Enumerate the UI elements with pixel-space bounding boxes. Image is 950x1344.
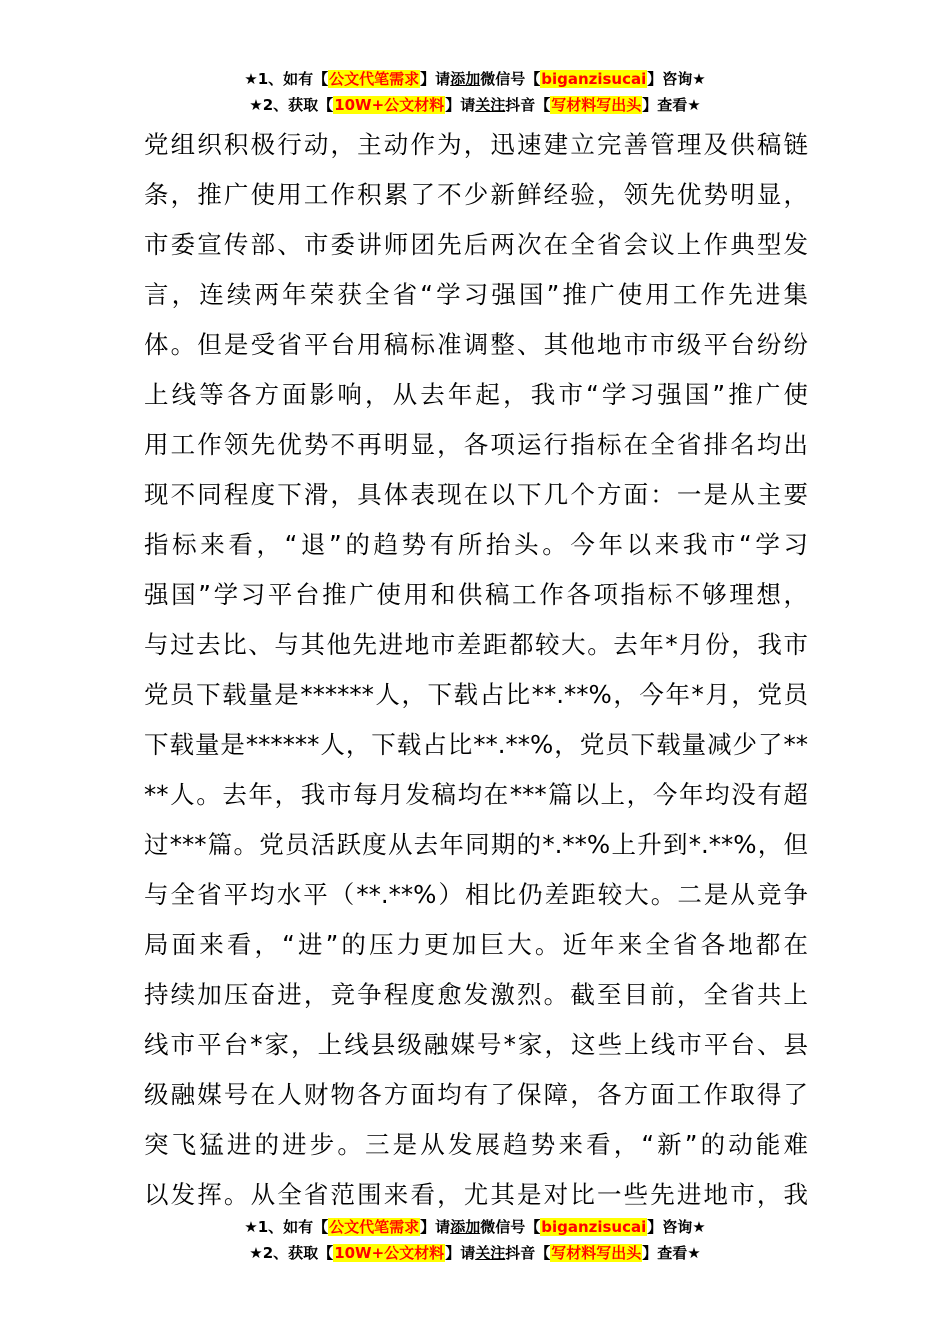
body-line: 持续加压奋进，竞争程度愈发激烈。截至目前，全省共上 (144, 980, 808, 1009)
banner-text: ★2、获取【 (249, 1244, 334, 1262)
body-line: 党员下载量是******人，下载占比**.**%，今年*月，党员 (144, 680, 808, 709)
banner-highlight: biganzisucai (541, 70, 647, 88)
body-line: 强国”学习平台推广使用和供稿工作各项指标不够理想， (144, 580, 808, 609)
banner-text: ★1、如有【 (244, 1218, 329, 1236)
body-line: 以发挥。从全省范围来看，尤其是对比一些先进地市，我 (144, 1180, 808, 1209)
banner-text: 抖音【 (505, 1244, 551, 1262)
banner-highlight: 写材料写出头 (551, 1244, 642, 1262)
banner-highlight: 10W+公文材料 (334, 1244, 445, 1262)
body-line: **人。去年，我市每月发稿均在***篇以上，今年均没有超 (144, 780, 808, 809)
body-line: 与全省平均水平（**.**%）相比仍差距较大。二是从竞争 (144, 880, 808, 909)
banner-text: 微信号【 (480, 1218, 541, 1236)
body-line: 线市平台*家，上线县级融媒号*家，这些上线市平台、县 (144, 1030, 808, 1059)
body-line: 现不同程度下滑，具体表现在以下几个方面：一是从主要 (144, 480, 808, 509)
body-line: 上线等各方面影响，从去年起，我市“学习强国”推广使 (144, 380, 808, 409)
header-banner (0, 66, 950, 118)
banner-text: ★1、如有【 (244, 70, 329, 88)
banner-highlight: 10W+公文材料 (334, 96, 445, 114)
body-line: 市委宣传部、市委讲师团先后两次在全省会议上作典型发 (144, 230, 808, 259)
banner-text: ★2、获取【 (249, 96, 334, 114)
banner-underlined: 添加 (450, 70, 481, 88)
document-body (144, 120, 808, 1220)
banner-line-2 (0, 1240, 950, 1266)
banner-line-1 (0, 1214, 950, 1240)
banner-text: 】查看★ (642, 96, 701, 114)
body-line: 用工作领先优势不再明显，各项运行指标在全省排名均出 (144, 430, 808, 459)
banner-text: 】咨询★ (647, 1218, 706, 1236)
banner-underlined: 关注 (475, 1244, 506, 1262)
body-line: 指标来看，“退”的趋势有所抬头。今年以来我市“学习 (144, 530, 808, 559)
banner-highlight: biganzisucai (541, 1218, 647, 1236)
banner-text: 抖音【 (505, 96, 551, 114)
banner-highlight: 写材料写出头 (551, 96, 642, 114)
body-line: 条，推广使用工作积累了不少新鲜经验，领先优势明显， (144, 180, 808, 209)
banner-line-1 (0, 66, 950, 92)
banner-text: 】查看★ (642, 1244, 701, 1262)
body-line: 下载量是******人，下载占比**.**%，党员下载量减少了** (144, 730, 808, 759)
banner-text: 】请 (445, 96, 476, 114)
body-line: 局面来看，“进”的压力更加巨大。近年来全省各地都在 (144, 930, 808, 959)
banner-underlined: 关注 (475, 96, 506, 114)
footer-banner (0, 1214, 950, 1266)
banner-line-2 (0, 92, 950, 118)
banner-text: 】请 (420, 70, 451, 88)
body-line: 与过去比、与其他先进地市差距都较大。去年*月份，我市 (144, 630, 808, 659)
body-line: 言，连续两年荣获全省“学习强国”推广使用工作先进集 (144, 280, 808, 309)
banner-text: 】请 (445, 1244, 476, 1262)
banner-highlight: 公文代笔需求 (329, 1218, 420, 1236)
body-line: 体。但是受省平台用稿标准调整、其他地市市级平台纷纷 (144, 330, 808, 359)
banner-text: 】请 (420, 1218, 451, 1236)
banner-text: 】咨询★ (647, 70, 706, 88)
banner-highlight: 公文代笔需求 (329, 70, 420, 88)
body-line: 过***篇。党员活跃度从去年同期的*.**%上升到*.**%，但 (144, 830, 808, 859)
body-line: 党组织积极行动，主动作为，迅速建立完善管理及供稿链 (144, 130, 808, 159)
banner-text: 微信号【 (480, 70, 541, 88)
body-line: 级融媒号在人财物各方面均有了保障，各方面工作取得了 (144, 1080, 808, 1109)
banner-underlined: 添加 (450, 1218, 481, 1236)
body-line: 突飞猛进的进步。三是从发展趋势来看，“新”的动能难 (144, 1130, 808, 1159)
